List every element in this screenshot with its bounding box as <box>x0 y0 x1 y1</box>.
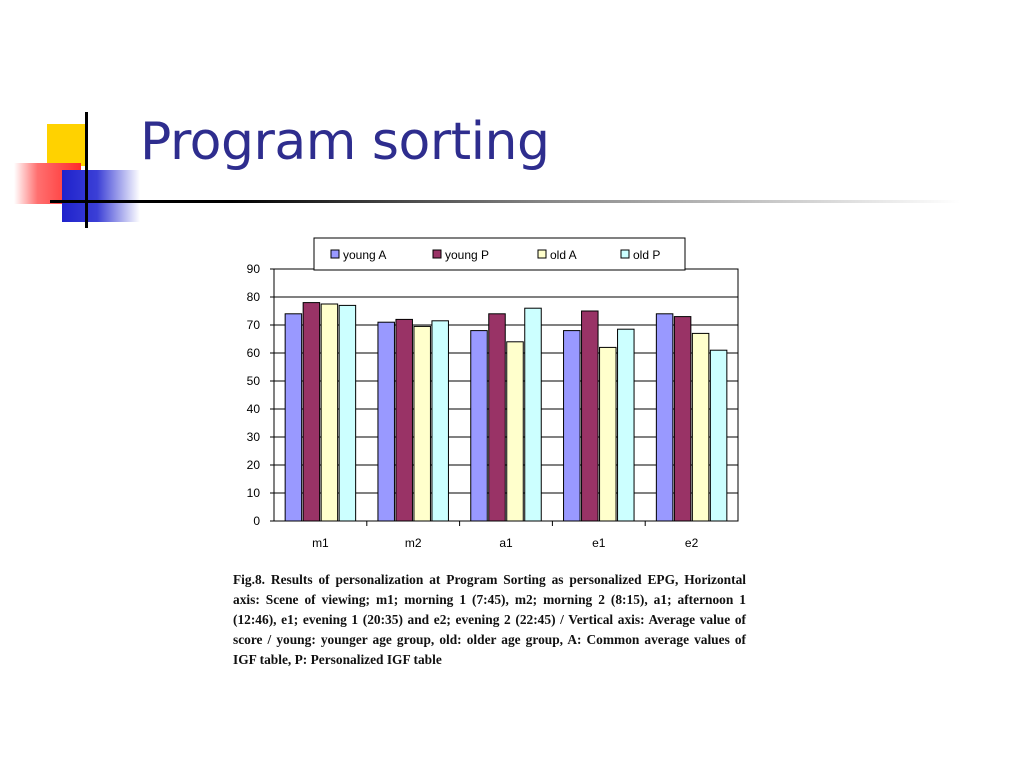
bar <box>432 321 449 521</box>
deco-vertical-line <box>85 112 88 228</box>
x-tick-label: e1 <box>592 536 606 550</box>
deco-blue-bar <box>62 170 140 222</box>
bar <box>285 314 302 521</box>
bar <box>339 305 356 521</box>
x-tick-label: m2 <box>404 536 422 550</box>
bar <box>321 304 338 521</box>
y-tick-label: 20 <box>246 458 260 472</box>
legend-label: young P <box>445 248 490 262</box>
legend-swatch <box>331 250 339 258</box>
bar <box>489 314 506 521</box>
legend-swatch <box>433 250 441 258</box>
bar <box>582 311 599 521</box>
y-tick-label: 10 <box>246 486 260 500</box>
bar <box>378 322 395 521</box>
bar <box>674 317 691 521</box>
y-tick-label: 50 <box>246 374 260 388</box>
bar <box>564 331 581 521</box>
y-tick-label: 30 <box>246 430 260 444</box>
slide-title: Program sorting <box>140 112 550 172</box>
legend-swatch <box>621 250 629 258</box>
deco-yellow-square <box>47 124 86 166</box>
y-tick-label: 90 <box>246 262 260 276</box>
title-underline <box>50 200 960 203</box>
x-tick-label: m1 <box>312 536 329 550</box>
y-tick-label: 80 <box>246 290 260 304</box>
bar <box>600 347 617 521</box>
bar <box>471 331 488 521</box>
bar-chart <box>228 232 748 557</box>
y-tick-label: 70 <box>246 318 260 332</box>
bar <box>507 342 524 521</box>
bar <box>303 303 320 521</box>
y-tick-label: 0 <box>253 514 260 528</box>
bar <box>618 329 635 521</box>
bar <box>656 314 673 521</box>
y-tick-label: 60 <box>246 346 260 360</box>
bar <box>396 319 413 521</box>
bar <box>710 350 727 521</box>
x-tick-label: e2 <box>684 536 699 550</box>
legend-swatch <box>538 250 546 258</box>
bar <box>414 326 431 521</box>
legend-label: old A <box>550 248 577 262</box>
bar <box>692 333 709 521</box>
legend-label: young A <box>343 248 387 262</box>
legend-label: old P <box>633 248 661 262</box>
x-tick-label: a1 <box>499 536 513 550</box>
bar <box>525 308 542 521</box>
y-tick-label: 40 <box>246 402 260 416</box>
figure-caption: Fig.8. Results of personalization at Program Sorting as personalized EPG, Horizontal axis: Scene of viewing; m1; morning 1 (7:45), m2; morning 2 (8:15), a1; afternoon 1 (12:46), e1; evening 1 (20:35) and e2; evening 2 (22:45) / Vertical axis: Average value of score / young: younger age group, old: older age group, A: Common average values of IGF table, P: Personalized IGF table <box>233 572 746 667</box>
